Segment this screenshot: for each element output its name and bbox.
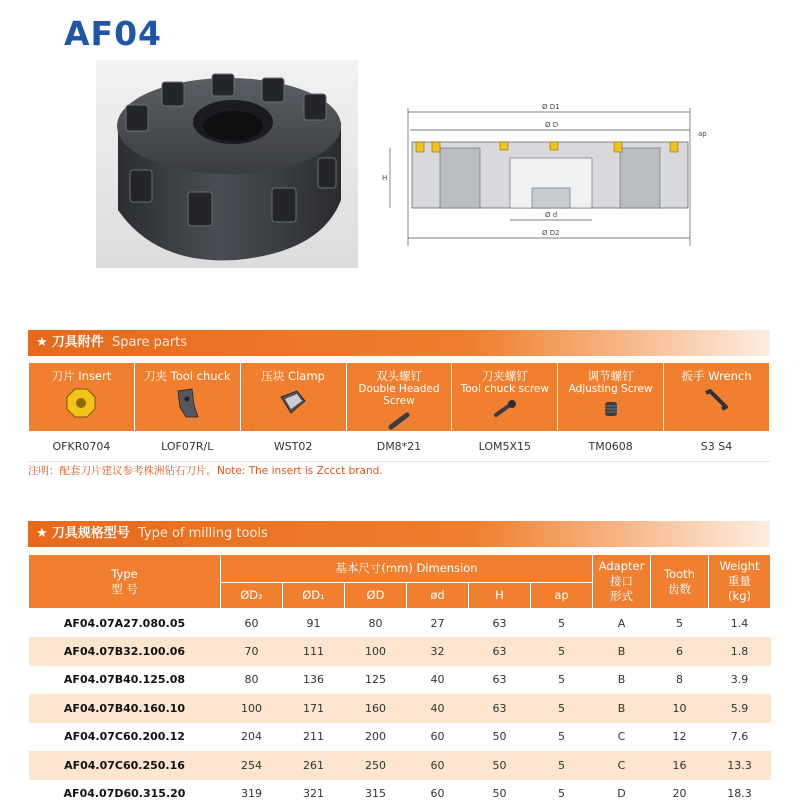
cell-d1: 171 — [283, 694, 345, 723]
cell-d2: 80 — [221, 666, 283, 695]
cell-adapter: C — [593, 751, 651, 780]
spare-parts-section-header — [28, 330, 770, 356]
col-ap-header: ap — [531, 583, 593, 609]
spare-col-clamp — [240, 363, 346, 432]
star-icon: ★ — [36, 526, 48, 541]
col-type-header — [29, 555, 221, 609]
spare-value-double-headed-screw: DM8*21 — [346, 432, 452, 462]
spare-col-cn: 刀夹螺钉 — [481, 369, 528, 383]
spare-value-wrench: S3 S4 — [664, 432, 770, 462]
cell-d1: 111 — [283, 637, 345, 666]
col-adapter-header — [593, 555, 651, 609]
cell-tooth: 12 — [651, 723, 709, 752]
cell-ap: 5 — [531, 780, 593, 800]
spare-col-en: Clamp — [288, 369, 325, 383]
cell-h: 63 — [469, 694, 531, 723]
cell-adapter: B — [593, 666, 651, 695]
cell-type: AF04.07C60.200.12 — [29, 723, 221, 752]
cell-adapter: A — [593, 609, 651, 638]
cell-tooth: 20 — [651, 780, 709, 800]
spare-col-sub: Double Headed Screw — [358, 383, 440, 407]
cell-small-d: 27 — [407, 609, 469, 638]
cell-d2: 60 — [221, 609, 283, 638]
dim-d-label: Ø D — [545, 121, 559, 129]
milling-tools-section-header — [28, 521, 770, 547]
cell-d: 250 — [345, 751, 407, 780]
cell-ap: 5 — [531, 751, 593, 780]
col-weight-cn: 重量 — [728, 574, 752, 588]
spare-parts-title-cn: 刀具附件 — [51, 335, 104, 350]
spare-col-insert — [29, 363, 135, 432]
col-d2-header: ØD₂ — [221, 583, 283, 609]
cell-h: 50 — [469, 751, 531, 780]
cell-ap: 5 — [531, 694, 593, 723]
spare-value-adjusting-screw: TM0608 — [558, 432, 664, 462]
cell-weight: 1.8 — [709, 637, 771, 666]
col-dimension-header: 基本尺寸(mm) Dimension — [221, 555, 593, 583]
spare-col-cn: 扳手 — [681, 369, 705, 383]
cutter-section-drawing — [380, 96, 720, 256]
cell-tooth: 16 — [651, 751, 709, 780]
cell-d2: 100 — [221, 694, 283, 723]
cell-type: AF04.07D60.315.20 — [29, 780, 221, 800]
cell-small-d: 60 — [407, 723, 469, 752]
page-title: AF04 — [64, 14, 163, 53]
dim-d1-label: Ø D1 — [542, 103, 560, 111]
spare-col-cn: 调节螺钉 — [587, 369, 634, 383]
col-tooth-cn: 齿数 — [668, 581, 692, 596]
cell-type: AF04.07B40.160.10 — [29, 694, 221, 723]
table-row — [29, 694, 771, 723]
cell-small-d: 60 — [407, 780, 469, 800]
cell-h: 63 — [469, 609, 531, 638]
cell-adapter: B — [593, 694, 651, 723]
spare-col-en: Insert — [78, 369, 112, 383]
cell-weight: 7.6 — [709, 723, 771, 752]
spare-col-adjusting-screw — [558, 363, 664, 432]
cell-weight: 1.4 — [709, 609, 771, 638]
cell-small-d: 60 — [407, 751, 469, 780]
insert-brand-note: 注明：配套刀片建议参考株洲钻石刀片。Note: The insert is Zccct brand. — [28, 465, 383, 477]
cell-d: 160 — [345, 694, 407, 723]
col-weight-header — [709, 555, 771, 609]
spare-col-cn: 刀片 — [51, 369, 75, 383]
cell-d1: 321 — [283, 780, 345, 800]
spare-col-double-headed-screw — [346, 363, 452, 432]
cell-d1: 261 — [283, 751, 345, 780]
milling-cutter-photo — [96, 60, 358, 268]
cell-small-d: 40 — [407, 666, 469, 695]
cell-h: 50 — [469, 780, 531, 800]
spare-value-tool-chuck: LOF07R/L — [134, 432, 240, 462]
col-d-header: ØD — [345, 583, 407, 609]
col-tooth-en: Tooth — [664, 566, 695, 581]
cell-tooth: 6 — [651, 637, 709, 666]
wrench-icon — [702, 387, 732, 413]
col-type-en: Type — [111, 566, 138, 581]
adjusting-screw-icon — [601, 399, 621, 419]
cell-d2: 204 — [221, 723, 283, 752]
col-d1-header: ØD₁ — [283, 583, 345, 609]
cell-ap: 5 — [531, 723, 593, 752]
insert-icon — [65, 387, 97, 419]
cell-d2: 319 — [221, 780, 283, 800]
spare-col-cn: 双头螺钉 — [375, 369, 422, 383]
milling-tools-title-cn: 刀具规格型号 — [51, 526, 130, 541]
cell-ap: 5 — [531, 666, 593, 695]
dim-d2-label: Ø D2 — [542, 229, 560, 237]
spare-col-sub: Adjusting Screw — [568, 383, 653, 395]
table-row — [29, 666, 771, 695]
spare-col-cn: 刀夹 — [143, 369, 167, 383]
cell-d: 100 — [345, 637, 407, 666]
cell-small-d: 32 — [407, 637, 469, 666]
cell-d1: 91 — [283, 609, 345, 638]
dim-h-label: H — [382, 174, 388, 182]
spare-value-tool-chuck-screw: LOM5X15 — [452, 432, 558, 462]
col-adapter-en: Adapter — [598, 559, 645, 573]
table-row — [29, 780, 771, 800]
cell-type: AF04.07C60.250.16 — [29, 751, 221, 780]
spare-value-insert: OFKR0704 — [29, 432, 135, 462]
cell-d: 315 — [345, 780, 407, 800]
spare-col-en: Tool chuck — [170, 369, 231, 383]
cell-d1: 136 — [283, 666, 345, 695]
cell-adapter: B — [593, 637, 651, 666]
spare-col-tool-chuck-screw — [452, 363, 558, 432]
cell-d: 200 — [345, 723, 407, 752]
cell-d: 125 — [345, 666, 407, 695]
cell-weight: 18.3 — [709, 780, 771, 800]
tool-chuck-screw-icon — [492, 399, 518, 419]
tool-chuck-icon — [172, 387, 202, 419]
cell-weight: 5.9 — [709, 694, 771, 723]
cell-small-d: 40 — [407, 694, 469, 723]
clamp-icon — [277, 387, 309, 417]
cell-weight: 13.3 — [709, 751, 771, 780]
spare-col-en: Wrench — [708, 369, 752, 383]
spare-col-sub: Tool chuck screw — [460, 383, 549, 395]
col-adapter-cn1: 接口 — [610, 574, 634, 588]
cell-h: 50 — [469, 723, 531, 752]
cell-tooth: 8 — [651, 666, 709, 695]
cell-adapter: C — [593, 723, 651, 752]
milling-tools-title-en: Type of milling tools — [137, 526, 268, 541]
col-weight-unit: (kg) — [728, 589, 751, 603]
cell-d1: 211 — [283, 723, 345, 752]
spare-parts-table — [28, 362, 770, 462]
cell-h: 63 — [469, 666, 531, 695]
cell-d: 80 — [345, 609, 407, 638]
cell-type: AF04.07A27.080.05 — [29, 609, 221, 638]
col-small-d-header: ød — [407, 583, 469, 609]
cell-d2: 254 — [221, 751, 283, 780]
milling-tools-table — [28, 554, 771, 800]
cell-d2: 70 — [221, 637, 283, 666]
cell-weight: 3.9 — [709, 666, 771, 695]
cell-h: 63 — [469, 637, 531, 666]
star-icon: ★ — [36, 335, 48, 350]
col-weight-en: Weight — [719, 559, 760, 573]
double-headed-screw-icon — [387, 411, 411, 431]
dim-ap-label: ap — [698, 130, 707, 138]
spare-parts-title-en: Spare parts — [111, 335, 188, 350]
spare-col-wrench — [664, 363, 770, 432]
cell-tooth: 10 — [651, 694, 709, 723]
spare-col-tool-chuck — [134, 363, 240, 432]
cell-ap: 5 — [531, 609, 593, 638]
col-type-cn: 型 号 — [111, 581, 138, 596]
table-row — [29, 609, 771, 638]
table-row — [29, 751, 771, 780]
col-tooth-header — [651, 555, 709, 609]
cell-ap: 5 — [531, 637, 593, 666]
cell-type: AF04.07B40.125.08 — [29, 666, 221, 695]
table-row — [29, 637, 771, 666]
col-h-header: H — [469, 583, 531, 609]
spare-value-clamp: WST02 — [240, 432, 346, 462]
cell-tooth: 5 — [651, 609, 709, 638]
cell-adapter: D — [593, 780, 651, 800]
col-adapter-cn2: 形式 — [610, 589, 634, 603]
table-row — [29, 723, 771, 752]
dim-small-d-label: Ø d — [545, 211, 558, 219]
spare-col-cn: 压块 — [261, 369, 285, 383]
cell-type: AF04.07B32.100.06 — [29, 637, 221, 666]
